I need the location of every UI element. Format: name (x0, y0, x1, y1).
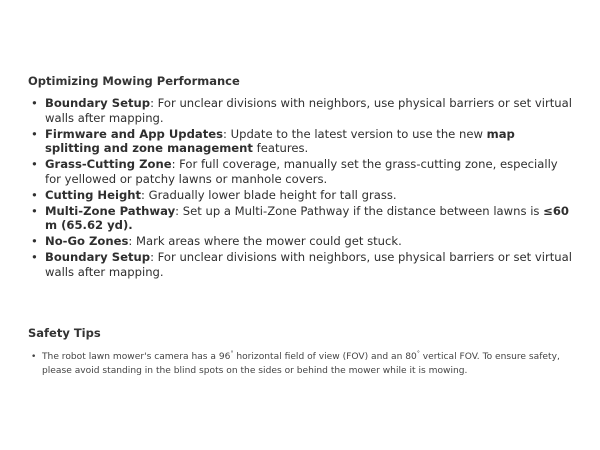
item-text: : For unclear divisions with neighbors, use physical barriers or set virtual walls after mapping. (45, 249, 572, 279)
list-item-boundary-setup (28, 96, 573, 126)
item-text: : For full coverage, manually set the grass-cutting zone, especially for yellowed or patchy lawns or manhole covers. (45, 157, 558, 186)
safety-tips-list (28, 350, 573, 378)
item-text: : Set up a Multi-Zone Pathway if the distance between lawns is (175, 203, 544, 218)
bullet-icon: • (31, 187, 38, 202)
item-heading: No-Go Zones (45, 234, 129, 249)
bullet-icon: • (31, 234, 38, 249)
list-item-no-go-zones (28, 234, 573, 249)
item-heading: Multi-Zone Pathway (45, 203, 176, 218)
bullet-icon: • (31, 249, 38, 264)
list-item-camera-fov (28, 350, 573, 378)
item-heading: Boundary Setup (45, 249, 151, 264)
item-text: : For unclear divisions with neighbors, use physical barriers or set virtual walls after mapping. (45, 96, 572, 125)
safety-text-a: The robot lawn mower's camera has a 96 (42, 352, 231, 362)
item-text: : Update to the latest version to use the new (223, 126, 487, 141)
bullet-icon: • (31, 126, 38, 141)
item-emphasis: map splitting and zone management (45, 126, 515, 156)
bullet-icon: • (31, 96, 38, 110)
degree-symbol: ° (416, 349, 420, 357)
safety-text-b: horizontal field of view (FOV) and an 80 (233, 352, 417, 362)
list-item-firmware-updates (28, 127, 573, 157)
bullet-icon: • (31, 352, 37, 362)
item-heading: Boundary Setup (45, 96, 151, 110)
list-item-cutting-height (28, 188, 573, 203)
mowing-performance-list (28, 96, 573, 281)
item-heading: Grass-Cutting Zone (45, 157, 172, 172)
safety-text-c: vertical FOV. To ensure safety, please avoid standing in the blind spots on the sides or behind the mower while it is mowing. (42, 352, 560, 376)
list-item-boundary-setup-repeat (28, 250, 573, 280)
section-title-safety-tips: Safety Tips (28, 326, 101, 340)
bullet-icon: • (31, 203, 38, 218)
list-item-multi-zone-pathway (28, 204, 573, 234)
degree-symbol: ° (230, 349, 234, 357)
item-heading: Firmware and App Updates (45, 126, 224, 141)
item-text: : Gradually lower blade height for tall grass. (141, 187, 397, 202)
list-item-grass-cutting-zone (28, 157, 573, 187)
section-title-mowing-performance: Optimizing Mowing Performance (28, 74, 240, 88)
item-text: : Mark areas where the mower could get stuck. (128, 234, 402, 249)
item-emphasis: ≤60 m (65.62 yd). (45, 203, 570, 233)
item-text-tail: features. (252, 141, 309, 156)
bullet-icon: • (31, 157, 38, 172)
item-heading: Cutting Height (45, 187, 142, 202)
